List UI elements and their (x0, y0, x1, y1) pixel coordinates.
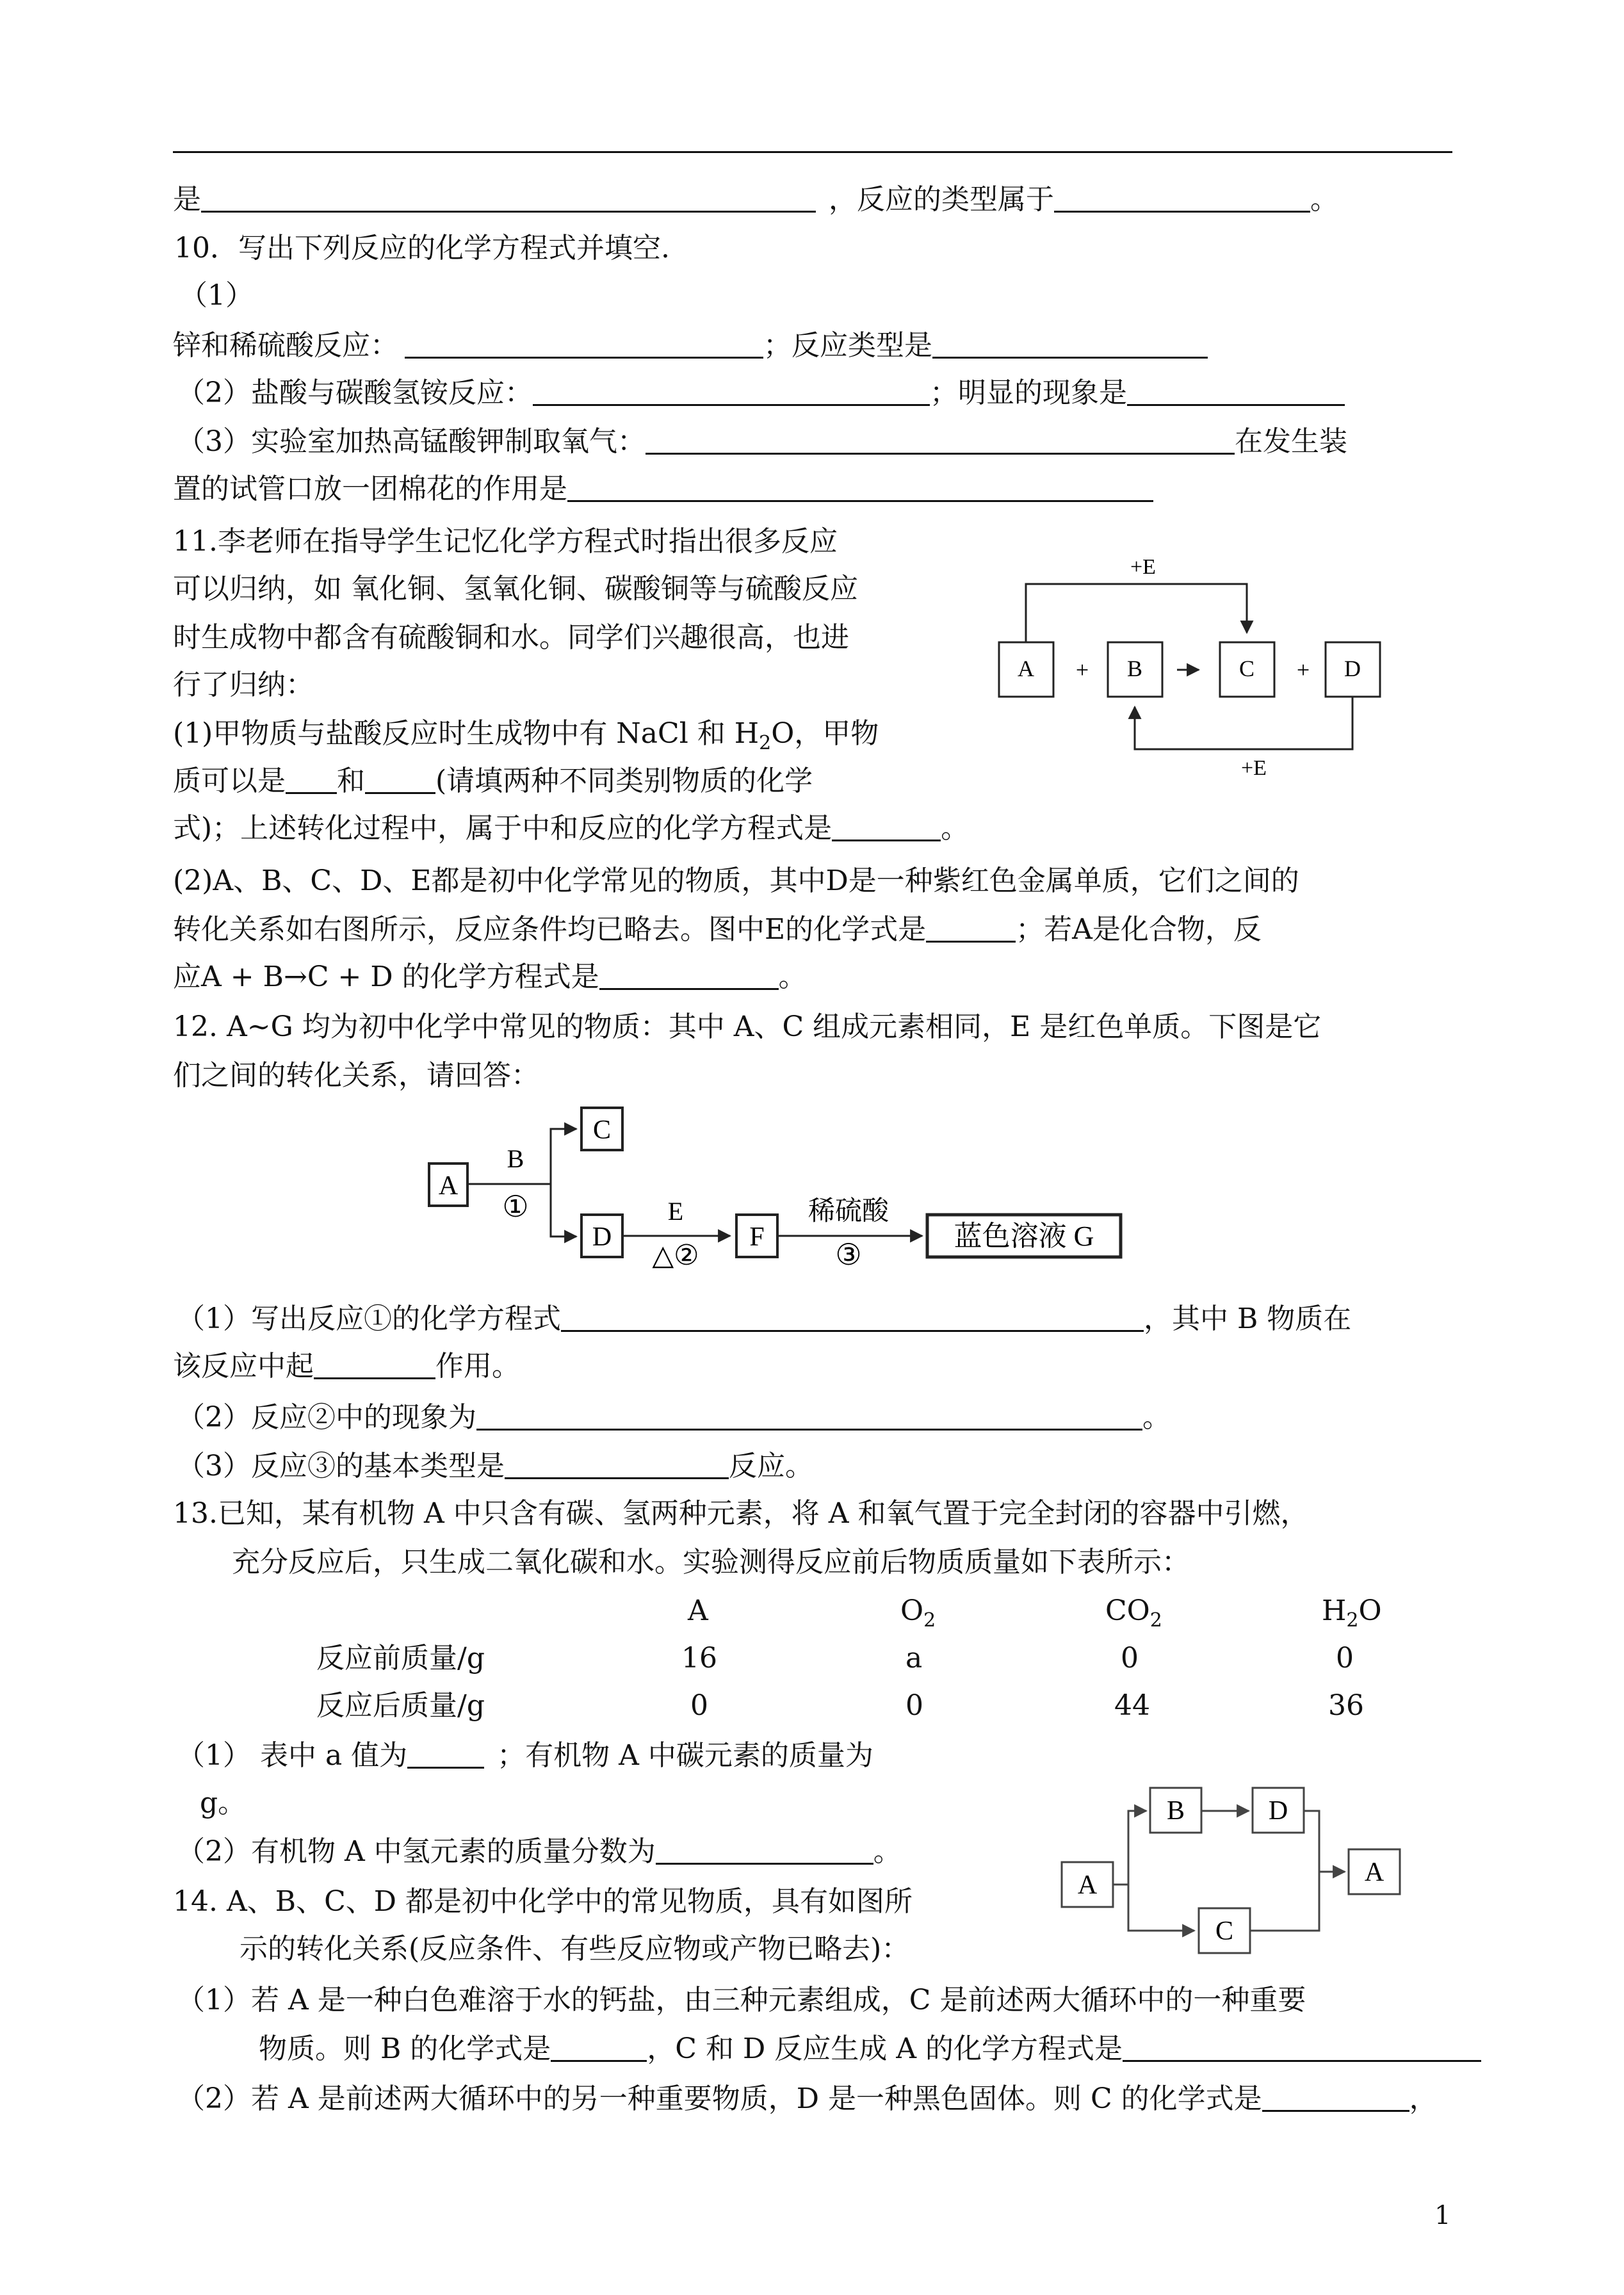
svg-text:A: A (438, 1171, 459, 1201)
answer-blank[interactable] (656, 1835, 873, 1865)
header-rule (173, 151, 1452, 153)
table-cell: 36 (1328, 1689, 1364, 1722)
answer-blank[interactable] (533, 376, 930, 406)
q14-part1-line2: 物质。则 B 的化学式是 ，C 和 D 反应生成 A 的化学方程式是 (259, 2030, 1481, 2068)
answer-blank[interactable] (561, 1302, 1144, 1332)
q13-line2: 充分反应后，只生成二氧化碳和水。实验测得反应前后物质质量如下表所示： (232, 1546, 1190, 1578)
svg-text:③: ③ (835, 1238, 862, 1271)
q11-diagram (986, 551, 1396, 781)
q10-part1-line: 锌和稀硫酸反应： ；反应类型是 (173, 327, 1208, 365)
q14-part2: （2）若 A 是前述两大循环中的另一种重要物质，D 是一种黑色固体。则 C 的化学式是 ， (177, 2082, 1438, 2115)
q14-line2: 示的转化关系(反应条件、有些反应物或产物已略去)： (240, 1933, 910, 1965)
table-cell: a (905, 1642, 923, 1675)
q13-row-after-label: 反应后质量/g (316, 1689, 485, 1722)
answer-blank[interactable] (365, 764, 435, 794)
svg-text:B: B (1166, 1796, 1185, 1826)
q10-part1-label: （1） (179, 279, 254, 312)
svg-text:A: A (1077, 1870, 1098, 1900)
answer-blank[interactable] (551, 2032, 647, 2062)
q13-header-o2: $O_2$ (900, 1594, 936, 1632)
q11-line7: 式)；上述转化过程中，属于中和反应的化学方程式是 。 (173, 812, 970, 845)
q13-row-before-label: 反应前质量/g (316, 1642, 485, 1675)
q10-part3-line2: 置的试管口放一团棉花的作用是 (173, 470, 1153, 508)
q11-line2: 可以归纳，如 氧化铜、氢氧化铜、碳酸铜等与硫酸反应 (173, 572, 858, 605)
q14-part1-line1: （1）若 A 是一种白色难溶于水的钙盐，由三种元素组成，C 是前述两大循环中的一种重要 (177, 1984, 1306, 2016)
table-cell: 0 (690, 1689, 708, 1722)
answer-blank[interactable] (926, 912, 1016, 943)
svg-text:C: C (1215, 1917, 1234, 1946)
svg-text:①: ① (502, 1190, 529, 1223)
q11-line4: 行了归纳： (173, 669, 314, 701)
q12-part1-line2: 该反应中起 作用。 (173, 1350, 520, 1383)
svg-text:+: + (1075, 657, 1089, 683)
q12-part3: （3）反应③的基本类型是 反应。 (177, 1450, 813, 1482)
page-number: 1 (1434, 2201, 1451, 2230)
q10-title: 10．写出下列反应的化学方程式并填空. (174, 232, 670, 264)
answer-blank[interactable] (832, 811, 941, 841)
answer-blank[interactable] (567, 472, 1153, 502)
q11-line8: (2)A、B、C、D、E都是初中化学常见的物质，其中D是一种紫红色金属单质，它们之间的 (173, 864, 1299, 897)
answer-blank[interactable] (1123, 2032, 1481, 2062)
svg-text:D: D (592, 1222, 612, 1252)
q12-line1: 12. A~G 均为初中化学中常见的物质：其中 A、C 组成元素相同，E 是红色单质。下图是它 (173, 1010, 1322, 1043)
table-cell: 44 (1114, 1689, 1150, 1722)
answer-blank[interactable] (476, 1400, 1142, 1431)
q13-header-h2o: $H_2O$ (1322, 1594, 1382, 1632)
q13-part1-unit: g。 (200, 1787, 247, 1819)
q11-line10: 应A + B→C + D 的化学方程式是 。 (173, 961, 807, 993)
answer-blank[interactable] (407, 1739, 484, 1769)
q13-line1: 13.已知，某有机物 A 中只含有碳、氢两种元素，将 A 和氧气置于完全封闭的容器中引燃， (173, 1497, 1309, 1530)
q9-tail-line: 是 ，反应的类型属于 。 (173, 183, 1338, 216)
table-cell: 0 (1121, 1642, 1139, 1675)
svg-text:△②: △② (652, 1240, 699, 1271)
svg-text:D: D (1268, 1796, 1288, 1826)
table-cell: 0 (1336, 1642, 1354, 1675)
q11-line9: 转化关系如右图所示，反应条件均已略去。图中E的化学式是 ；若A是化合物，反 (173, 913, 1262, 946)
q14-diagram (1057, 1780, 1415, 1966)
q14-line1: 14. A、B、C、D 都是初中化学中的常见物质，具有如图所 (173, 1885, 913, 1918)
answer-blank[interactable] (286, 764, 337, 794)
answer-blank[interactable] (314, 1349, 435, 1379)
q11-top-label: +E (1130, 555, 1156, 579)
answer-blank[interactable] (599, 960, 779, 990)
q11-line6: 质可以是 和 (请填两种不同类别物质的化学 (173, 765, 813, 797)
q10-part2-line: （2）盐酸与碳酸氢铵反应： ；明显的现象是 (177, 374, 1345, 412)
svg-text:F: F (749, 1222, 765, 1252)
q10-part3-line: （3）实验室加热高锰酸钾制取氧气： 在发生装 (177, 425, 1347, 458)
answer-blank[interactable] (932, 328, 1208, 359)
q12-part1: （1）写出反应①的化学方程式 ，其中 B 物质在 (177, 1302, 1352, 1335)
svg-text:D: D (1344, 656, 1361, 681)
q12-part2: （2）反应②中的现象为 。 (177, 1401, 1171, 1434)
answer-blank[interactable] (1262, 2082, 1409, 2112)
q12-line2: 们之间的转化关系，请回答： (173, 1059, 539, 1092)
table-cell: 0 (905, 1689, 923, 1722)
q13-header-a: A (688, 1594, 708, 1627)
svg-text:稀硫酸: 稀硫酸 (808, 1197, 889, 1226)
svg-text:B: B (507, 1144, 524, 1173)
q13-header-co2: $CO_2$ (1105, 1594, 1162, 1632)
answer-blank[interactable] (201, 182, 816, 213)
svg-text:蓝色溶液 G: 蓝色溶液 G (954, 1220, 1094, 1252)
svg-text:E: E (667, 1197, 684, 1226)
q11-bottom-label: +E (1241, 756, 1267, 780)
svg-text:+: + (1296, 657, 1310, 683)
answer-blank[interactable] (1127, 376, 1345, 406)
q11-line5: (1)甲物质与盐酸反应时生成物中有 NaCl 和 $H_2O$，甲物 (173, 717, 879, 754)
svg-text:A: A (1364, 1858, 1384, 1887)
table-cell: 16 (681, 1642, 717, 1675)
answer-blank[interactable] (646, 425, 1235, 455)
answer-blank[interactable] (505, 1449, 729, 1479)
q13-part1: （1） 表中 a 值为 ；有机物 A 中碳元素的质量为 (177, 1739, 873, 1772)
svg-text:C: C (592, 1115, 612, 1145)
q11-line3: 时生成物中都含有硫酸铜和水。同学们兴趣很高，也进 (173, 621, 849, 654)
svg-text:A: A (1018, 656, 1034, 681)
answer-blank[interactable] (405, 328, 763, 359)
q13-part2: （2）有机物 A 中氢元素的质量分数为 。 (177, 1835, 902, 1868)
q11-line1: 11.李老师在指导学生记忆化学方程式时指出很多反应 (173, 525, 838, 558)
svg-text:C: C (1238, 656, 1255, 681)
q12-diagram (423, 1105, 1140, 1271)
svg-text:B: B (1126, 656, 1143, 681)
answer-blank[interactable] (1054, 182, 1310, 213)
